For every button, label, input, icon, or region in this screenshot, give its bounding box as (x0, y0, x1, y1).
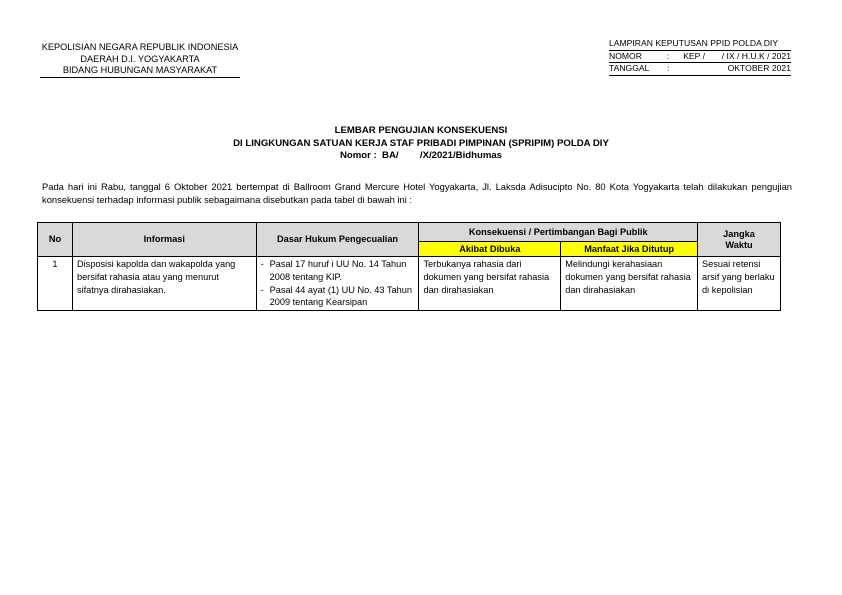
attachment-header (609, 38, 791, 76)
cell-jangka: Sesuai retensi arsif yang berlaku di kepolisian (698, 257, 781, 311)
legal-basis-text: Pasal 44 ayat (1) UU No. 43 Tahun 2009 tentang Kearsipan (269, 284, 412, 308)
cell-akibat: Terbukanya rahasia dari dokumen yang bersifat rahasia dan dirahasiakan (419, 257, 561, 311)
header-konsekuensi: Konsekuensi / Pertimbangan Bagi Publik (419, 223, 698, 242)
title-line-1: LEMBAR PENGUJIAN KONSEKUENSI (334, 125, 508, 136)
cell-dasar-hukum (256, 257, 419, 311)
intro-paragraph: Pada hari ini Rabu, tanggal 6 Oktober 2021 bertempat di Ballroom Grand Mercure Hotel Yogyakarta, Jl. Laksda Adisucipto No. 80 Kota Yogyakarta telah dilakukan pengujian konsekuensi terhadap informasi publik sebagaimana disebutkan pada tabel di bawah ini : (42, 181, 792, 205)
tanggal-row (609, 63, 791, 76)
header-dasar-hukum: Dasar Hukum Pengecualian (256, 223, 419, 257)
institution-line-1: KEPOLISIAN NEGARA REPUBLIK INDONESIA (41, 42, 239, 52)
consequence-table (37, 222, 781, 311)
nomor-row (609, 51, 791, 64)
bullet-dash: - (260, 284, 264, 295)
nomor-label: NOMOR (609, 50, 642, 61)
header-jangka-waktu: Jangka Waktu (698, 223, 781, 257)
nomor-value: KEP / / IX / H.U.K / 2021 (683, 50, 791, 61)
institution-header (40, 42, 240, 78)
document-title (0, 125, 842, 163)
header-manfaat-ditutup: Manfaat Jika Ditutup (561, 242, 698, 257)
cell-manfaat: Melindungi kerahasiaan dokumen yang bersifat rahasia dan dirahasiakan (561, 257, 698, 311)
nomor-colon: : (667, 50, 670, 61)
legal-basis-text: Pasal 17 huruf i UU No. 14 Tahun 2008 tentang KIP. (269, 259, 407, 282)
attachment-title: LAMPIRAN KEPUTUSAN PPID POLDA DIY (609, 38, 791, 51)
cell-informasi: Disposisi kapolda dan wakapolda yang bersifat rahasia atau yang menurut sifatnya dirahasiakan. (72, 257, 256, 311)
tanggal-value: OKTOBER 2021 (727, 63, 791, 73)
header-informasi: Informasi (72, 223, 256, 257)
cell-no: 1 (38, 257, 73, 311)
header-akibat-dibuka: Akibat Dibuka (419, 242, 561, 257)
institution-line-3: BIDANG HUBUNGAN MASYARAKAT (40, 65, 240, 78)
table-row (38, 257, 781, 311)
bullet-dash: - (260, 259, 264, 269)
tanggal-label: TANGGAL (609, 63, 650, 73)
legal-basis-item (261, 284, 415, 310)
title-line-2: DI LINGKUNGAN SATUAN KERJA STAF PRIBADI PIMPINAN (SPRIPIM) POLDA DIY (233, 137, 609, 149)
document-number: Nomor : BA/ /X/2021/Bidhumas (339, 150, 503, 161)
tanggal-colon: : (667, 63, 670, 73)
legal-basis-item (261, 258, 415, 284)
institution-line-2: DAERAH D.I. YOGYAKARTA (80, 53, 200, 64)
header-no: No (38, 223, 73, 257)
